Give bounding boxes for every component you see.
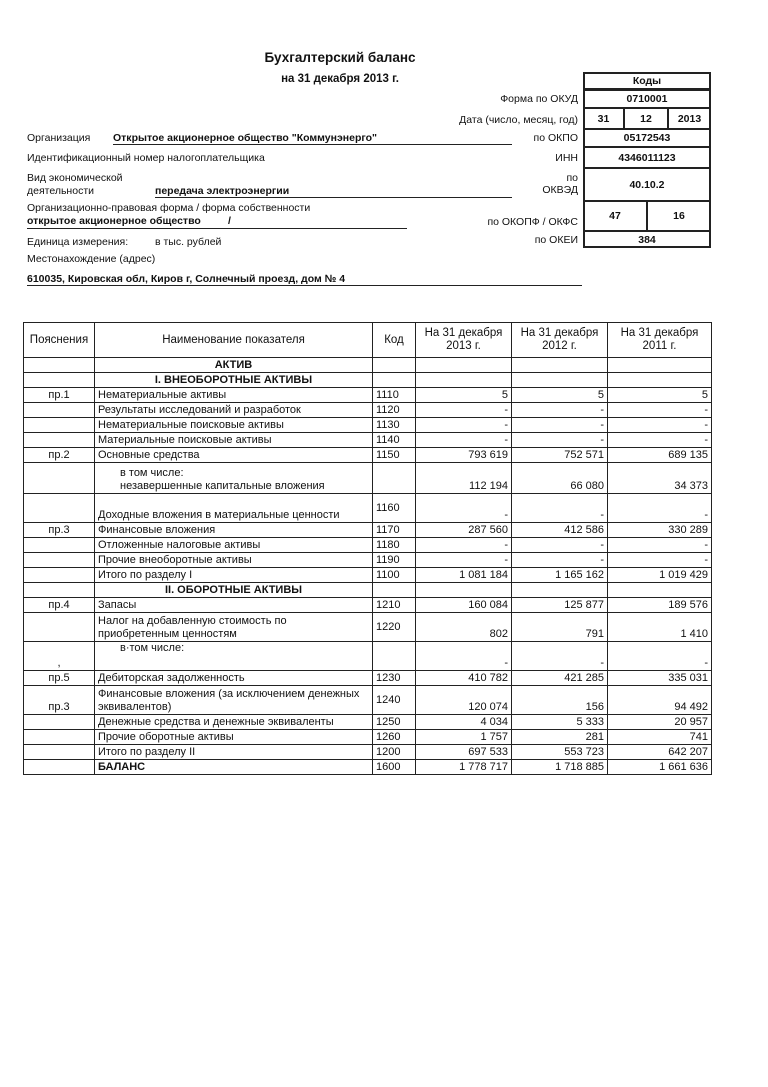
- value-2012: -: [512, 553, 608, 568]
- value-2011: 1 410: [608, 613, 712, 642]
- okpo-code: 05172543: [583, 129, 711, 147]
- row-name: Итого по разделу I: [95, 568, 373, 583]
- row-code: 1260: [373, 730, 416, 745]
- note-cell: [24, 358, 95, 373]
- row-note: пр.3: [24, 686, 95, 715]
- row-name: Материальные поисковые активы: [95, 433, 373, 448]
- empty-cell: [373, 373, 416, 388]
- row-note: пр.3: [24, 523, 95, 538]
- value-2012: 66 080: [512, 463, 608, 494]
- table-row: [24, 642, 712, 671]
- okfs-code: 16: [647, 201, 711, 231]
- value-2013: 5: [416, 388, 512, 403]
- value-2012: 125 877: [512, 598, 608, 613]
- value-2013: 287 560: [416, 523, 512, 538]
- aktiv-heading: [24, 358, 712, 373]
- incl-name: [95, 463, 373, 494]
- col-2013: На 31 декабря 2013 г.: [416, 323, 512, 358]
- row-name: Итого по разделу II: [95, 745, 373, 760]
- value-2012: 412 586: [512, 523, 608, 538]
- legal-form-label: Организационно-правовая форма / форма собственности: [27, 202, 311, 214]
- value-2012: 5 333: [512, 715, 608, 730]
- inn-code: 4346011123: [583, 147, 711, 168]
- table-row: [24, 553, 712, 568]
- row-note: пр.1: [24, 388, 95, 403]
- empty-cell: [373, 583, 416, 598]
- okved-code: 40.10.2: [583, 168, 711, 201]
- codes-header: Коды: [583, 72, 711, 90]
- document-date: на 31 декабря 2013 г.: [281, 73, 399, 85]
- okud-code: 0710001: [583, 90, 711, 108]
- value-2011: 34 373: [608, 463, 712, 494]
- row-code: 1170: [373, 523, 416, 538]
- table-row: [24, 463, 712, 494]
- row-note: [24, 730, 95, 745]
- row-note: [24, 494, 95, 523]
- row-name: Финансовые вложения: [95, 523, 373, 538]
- row-name: Прочие оборотные активы: [95, 730, 373, 745]
- row-code: 1220: [373, 613, 416, 642]
- value-2012: 156: [512, 686, 608, 715]
- table-row: [24, 388, 712, 403]
- okved-label-2: ОКВЭД: [542, 184, 578, 196]
- value-2013: -: [416, 642, 512, 671]
- row-code: 1110: [373, 388, 416, 403]
- row-name: Прочие внеоборотные активы: [95, 553, 373, 568]
- value-2013: 4 034: [416, 715, 512, 730]
- table-row: [24, 448, 712, 463]
- org-label: Организация: [27, 132, 91, 144]
- value-2011: 1 019 429: [608, 568, 712, 583]
- value-2013: -: [416, 538, 512, 553]
- value-2012: -: [512, 538, 608, 553]
- value-2011: -: [608, 433, 712, 448]
- okei-label: по ОКЕИ: [534, 234, 578, 246]
- row-note: пр.4: [24, 598, 95, 613]
- date-label: Дата (число, месяц, год): [459, 114, 578, 126]
- okud-label: Форма по ОКУД: [500, 93, 578, 105]
- row-name: БАЛАНС: [95, 760, 373, 775]
- value-2011: 689 135: [608, 448, 712, 463]
- date-year: 2013: [668, 108, 711, 129]
- empty-code: [373, 642, 416, 671]
- legal-form-underline: [27, 228, 407, 229]
- row-name: Нематериальные поисковые активы: [95, 418, 373, 433]
- value-2013: -: [416, 418, 512, 433]
- row-name: Налог на добавленную стоимость по приобретенным ценностям: [95, 613, 373, 642]
- address-label: Местонахождение (адрес): [27, 253, 156, 265]
- row-name: Финансовые вложения (за исключением денежных эквивалентов): [95, 686, 373, 715]
- row-code: 1140: [373, 433, 416, 448]
- empty-cell: [416, 373, 512, 388]
- value-2011: -: [608, 642, 712, 671]
- value-2013: 120 074: [416, 686, 512, 715]
- table-row: [24, 671, 712, 686]
- incl-label: в·том числе:: [95, 642, 373, 671]
- value-2013: 160 084: [416, 598, 512, 613]
- value-2011: 1 661 636: [608, 760, 712, 775]
- row-code: 1120: [373, 403, 416, 418]
- note-cell: [24, 583, 95, 598]
- legal-form-separator: /: [228, 215, 231, 227]
- table-row: [24, 745, 712, 760]
- col-notes: Пояснения: [24, 323, 95, 358]
- value-2013: 1 081 184: [416, 568, 512, 583]
- empty-cell: [373, 358, 416, 373]
- row-note: [24, 745, 95, 760]
- row-note: [24, 418, 95, 433]
- value-2011: 189 576: [608, 598, 712, 613]
- value-2012: 791: [512, 613, 608, 642]
- okpo-label: по ОКПО: [533, 132, 578, 144]
- row-note: [24, 568, 95, 583]
- section1-heading: [24, 373, 712, 388]
- table-row: [24, 715, 712, 730]
- col-2011: На 31 декабря 2011 г.: [608, 323, 712, 358]
- value-2013: -: [416, 433, 512, 448]
- value-2013: 410 782: [416, 671, 512, 686]
- section2-heading-label: II. ОБОРОТНЫЕ АКТИВЫ: [95, 583, 373, 598]
- value-2012: -: [512, 403, 608, 418]
- value-2011: -: [608, 553, 712, 568]
- table-body: [24, 358, 712, 775]
- value-2011: 335 031: [608, 671, 712, 686]
- row-note: [24, 613, 95, 642]
- row-code: 1180: [373, 538, 416, 553]
- row-name: Основные средства: [95, 448, 373, 463]
- value-2013: -: [416, 494, 512, 523]
- empty-cell: [512, 373, 608, 388]
- table-row: [24, 686, 712, 715]
- org-name: Открытое акционерное общество "Коммунэнерго": [113, 132, 512, 145]
- address-value: 610035, Кировская обл, Киров г, Солнечный проезд, дом № 4: [27, 273, 582, 286]
- value-2012: 421 285: [512, 671, 608, 686]
- row-note: ,: [24, 642, 95, 671]
- note-cell: [24, 373, 95, 388]
- value-2012: -: [512, 642, 608, 671]
- row-note: [24, 760, 95, 775]
- row-code: 1200: [373, 745, 416, 760]
- legal-form-value: открытое акционерное общество: [27, 215, 201, 227]
- row-note: пр.2: [24, 448, 95, 463]
- row-name: Доходные вложения в материальные ценности: [95, 494, 373, 523]
- note-cell: [24, 463, 95, 494]
- value-2011: -: [608, 538, 712, 553]
- row-note: [24, 553, 95, 568]
- col-code: Код: [373, 323, 416, 358]
- activity-value: передача электроэнергии: [155, 185, 512, 198]
- date-day: 31: [583, 108, 624, 129]
- value-2011: -: [608, 403, 712, 418]
- okei-code: 384: [583, 231, 711, 248]
- inn-label: ИНН: [555, 152, 578, 164]
- value-2013: 802: [416, 613, 512, 642]
- empty-code: [373, 463, 416, 494]
- value-2012: 281: [512, 730, 608, 745]
- balance-table: [23, 322, 712, 775]
- table-row: [24, 418, 712, 433]
- row-code: 1100: [373, 568, 416, 583]
- incl-item: незавершенные капитальные вложения: [120, 480, 325, 492]
- row-code: 1230: [373, 671, 416, 686]
- value-2012: -: [512, 418, 608, 433]
- empty-cell: [608, 358, 712, 373]
- okopf-code: 47: [583, 201, 647, 231]
- value-2012: -: [512, 494, 608, 523]
- aktiv-heading-label: АКТИВ: [95, 358, 373, 373]
- unit-label: Единица измерения:: [27, 236, 129, 248]
- value-2012: 752 571: [512, 448, 608, 463]
- value-2012: 1 718 885: [512, 760, 608, 775]
- value-2011: 330 289: [608, 523, 712, 538]
- table-row: [24, 403, 712, 418]
- empty-cell: [512, 583, 608, 598]
- row-name: Результаты исследований и разработок: [95, 403, 373, 418]
- empty-cell: [512, 358, 608, 373]
- row-name: Дебиторская задолженность: [95, 671, 373, 686]
- row-code: 1210: [373, 598, 416, 613]
- incl-label: в том числе:: [120, 467, 184, 479]
- date-month: 12: [624, 108, 668, 129]
- value-2013: 112 194: [416, 463, 512, 494]
- unit-value: в тыс. рублей: [155, 236, 222, 248]
- empty-cell: [416, 358, 512, 373]
- table-row: [24, 730, 712, 745]
- value-2012: 553 723: [512, 745, 608, 760]
- activity-label-2: деятельности: [27, 185, 94, 197]
- table-row: [24, 523, 712, 538]
- row-code: 1250: [373, 715, 416, 730]
- empty-cell: [416, 583, 512, 598]
- section1-heading-label: I. ВНЕОБОРОТНЫЕ АКТИВЫ: [95, 373, 373, 388]
- value-2011: 642 207: [608, 745, 712, 760]
- value-2012: 5: [512, 388, 608, 403]
- table-header-row: [24, 323, 712, 358]
- row-name: Денежные средства и денежные эквиваленты: [95, 715, 373, 730]
- activity-label-1: Вид экономической: [27, 172, 123, 184]
- row-code: 1130: [373, 418, 416, 433]
- value-2013: 697 533: [416, 745, 512, 760]
- table-row: [24, 760, 712, 775]
- row-name: Нематериальные активы: [95, 388, 373, 403]
- okved-label-1: по: [566, 172, 578, 184]
- value-2011: 20 957: [608, 715, 712, 730]
- value-2011: 94 492: [608, 686, 712, 715]
- value-2013: 1 778 717: [416, 760, 512, 775]
- row-code: 1600: [373, 760, 416, 775]
- value-2011: 5: [608, 388, 712, 403]
- empty-cell: [608, 373, 712, 388]
- inn-description: Идентификационный номер налогоплательщика: [27, 152, 265, 164]
- col-indicator: Наименование показателя: [95, 323, 373, 358]
- section2-heading: [24, 583, 712, 598]
- value-2013: 793 619: [416, 448, 512, 463]
- value-2013: -: [416, 553, 512, 568]
- value-2012: 1 165 162: [512, 568, 608, 583]
- okopf-label: по ОКОПФ / ОКФС: [487, 216, 578, 228]
- row-note: [24, 403, 95, 418]
- value-2011: -: [608, 494, 712, 523]
- row-code: 1240: [373, 686, 416, 715]
- value-2012: -: [512, 433, 608, 448]
- row-name: Отложенные налоговые активы: [95, 538, 373, 553]
- table-row: [24, 598, 712, 613]
- table-row: [24, 433, 712, 448]
- value-2011: 741: [608, 730, 712, 745]
- value-2013: -: [416, 403, 512, 418]
- col-2012: На 31 декабря 2012 г.: [512, 323, 608, 358]
- empty-cell: [608, 583, 712, 598]
- value-2011: -: [608, 418, 712, 433]
- table-row: [24, 538, 712, 553]
- table-row: [24, 613, 712, 642]
- row-note: [24, 715, 95, 730]
- row-code: 1190: [373, 553, 416, 568]
- row-note: [24, 538, 95, 553]
- table-row: [24, 494, 712, 523]
- table-row: [24, 568, 712, 583]
- row-note: [24, 433, 95, 448]
- row-name: Запасы: [95, 598, 373, 613]
- row-code: 1150: [373, 448, 416, 463]
- row-note: пр.5: [24, 671, 95, 686]
- document-title: Бухгалтерский баланс: [264, 50, 416, 65]
- row-code: 1160: [373, 494, 416, 523]
- value-2013: 1 757: [416, 730, 512, 745]
